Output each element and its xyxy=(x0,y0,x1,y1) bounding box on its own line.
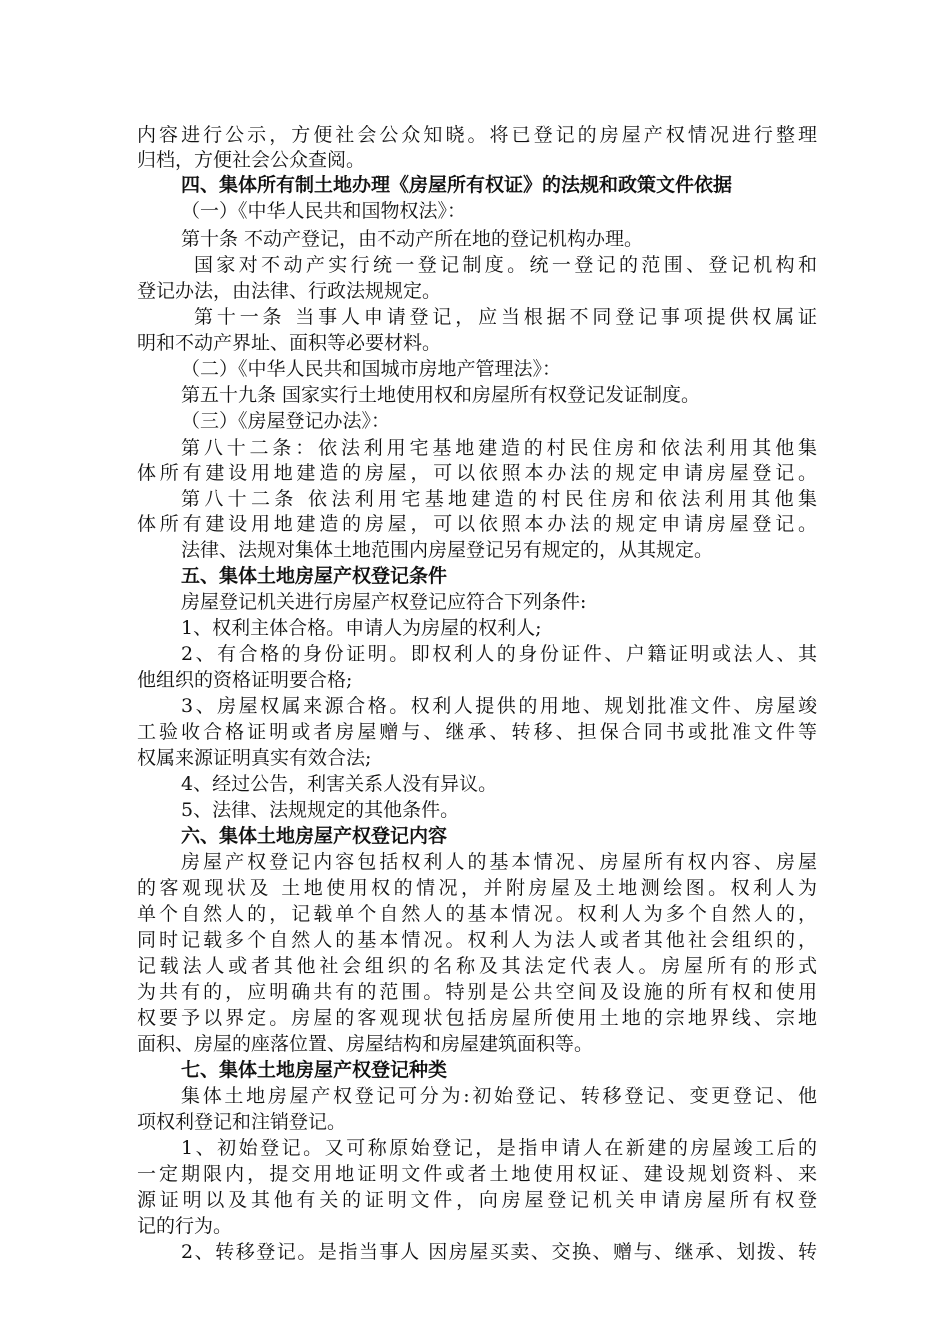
list-item-5: 5、法律、法规规定的其他条件。 xyxy=(181,799,460,821)
body-text-line: 的客观现状及 土地使用权的情况，并附房屋及土地测绘图。权利人为 xyxy=(137,877,817,899)
body-text-line: 权属来源证明真实有效合法; xyxy=(137,747,372,769)
list-item-4: 4、经过公告，利害关系人没有异议。 xyxy=(181,773,498,795)
body-text-line: 内容进行公示，方便社会公众知晓。将已登记的房屋产权情况进行整理 xyxy=(137,124,817,146)
body-text-line: 源证明以及其他有关的证明文件，向房屋登记机关申请房屋所有权登 xyxy=(137,1189,817,1211)
body-text-line: 一定期限内，提交用地证明文件或者土地使用权证、建设规划资料、来 xyxy=(137,1163,817,1185)
body-text-line: 为共有的，应明确共有的范围。特别是公共空间及设施的所有权和使用 xyxy=(137,981,817,1003)
body-text-line: 记载法人或者其他社会组织的名称及其法定代表人。房屋所有的形式 xyxy=(137,955,817,977)
list-item-1: 1、权利主体合格。申请人为房屋的权利人; xyxy=(181,617,542,639)
body-text-line: 面积、房屋的座落位置、房屋结构和房屋建筑面积等。 xyxy=(137,1033,594,1055)
list-item-2: 2、有合格的身份证明。即权利人的身份证件、户籍证明或法人、其 xyxy=(181,643,817,665)
body-text-line: 第八十二条 依法利用宅基地建造的村民住房和依法利用其他集 xyxy=(181,488,817,510)
subheading-registration-measures: （三）《房屋登记办法》： xyxy=(181,410,391,432)
section-heading-7: 七、集体土地房屋产权登记种类 xyxy=(181,1059,448,1081)
body-text-line: 同时记载多个自然人的基本情况。权利人为法人或者其他社会组织的， xyxy=(137,929,817,951)
body-text-line: 法律、法规对集体土地范围内房屋登记另有规定的，从其规定。 xyxy=(181,539,714,561)
body-text-line: 权要予以界定。房屋的客观现状包括房屋所使用土地的宗地界线、宗地 xyxy=(137,1007,817,1029)
section-heading-5: 五、集体土地房屋产权登记条件 xyxy=(181,565,448,587)
body-text-line: 明和不动产界址、面积等必要材料。 xyxy=(137,332,442,354)
subheading-real-estate-law: （二）《中华人民共和国城市房地产管理法》： xyxy=(181,358,562,380)
body-text-line: 国家对不动产实行统一登记制度。统一登记的范围、登记机构和 xyxy=(194,254,817,276)
body-text-line: 房屋登记机关进行房屋产权登记应符合下列条件: xyxy=(181,591,587,613)
body-text-line: 记的行为。 xyxy=(137,1215,233,1237)
body-text-line: 房屋产权登记内容包括权利人的基本情况、房屋所有权内容、房屋 xyxy=(181,851,817,873)
body-text-line: 集体土地房屋产权登记可分为:初始登记、转移登记、变更登记、他 xyxy=(181,1085,817,1107)
body-text-line: 单个自然人的，记载单个自然人的基本情况。权利人为多个自然人的， xyxy=(137,903,817,925)
body-text-line: 他组织的资格证明要合格; xyxy=(137,669,353,691)
body-text-line: 第八十二条：依法利用宅基地建造的村民住房和依法利用其他集 xyxy=(181,437,817,459)
list-item-3: 3、房屋权属来源合格。权利人提供的用地、规划批准文件、房屋竣 xyxy=(181,695,817,717)
subheading-property-law: （一）《中华人民共和国物权法》： xyxy=(181,200,467,222)
body-text-line: 归档，方便社会公众查阅。 xyxy=(137,149,366,171)
section-heading-4: 四、集体所有制土地办理《房屋所有权证》的法规和政策文件依据 xyxy=(181,174,733,196)
body-text-line: 第五十九条 国家实行土地使用权和房屋所有权登记发证制度。 xyxy=(181,384,701,406)
body-text-line: 工验收合格证明或者房屋赠与、继承、转移、担保合同书或批准文件等 xyxy=(137,721,817,743)
body-text-line: 登记办法，由法律、行政法规规定。 xyxy=(137,280,442,302)
body-text-line: 项权利登记和注销登记。 xyxy=(137,1111,347,1133)
body-text-line: 体所有建设用地建造的房屋，可以依照本办法的规定申请房屋登记。 xyxy=(137,513,817,535)
list-item-transfer-registration: 2、转移登记。是指当事人 因房屋买卖、交换、赠与、继承、划拨、转 xyxy=(181,1241,817,1263)
list-item-initial-registration: 1、初始登记。又可称原始登记，是指申请人在新建的房屋竣工后的 xyxy=(181,1137,817,1159)
body-text-line: 第十条 不动产登记，由不动产所在地的登记机构办理。 xyxy=(181,228,644,250)
section-heading-6: 六、集体土地房屋产权登记内容 xyxy=(181,825,448,847)
body-text-line: 体所有建设用地建造的房屋，可以依照本办法的规定申请房屋登记。 xyxy=(137,462,817,484)
body-text-line: 第十一条 当事人申请登记，应当根据不同登记事项提供权属证 xyxy=(194,306,817,328)
